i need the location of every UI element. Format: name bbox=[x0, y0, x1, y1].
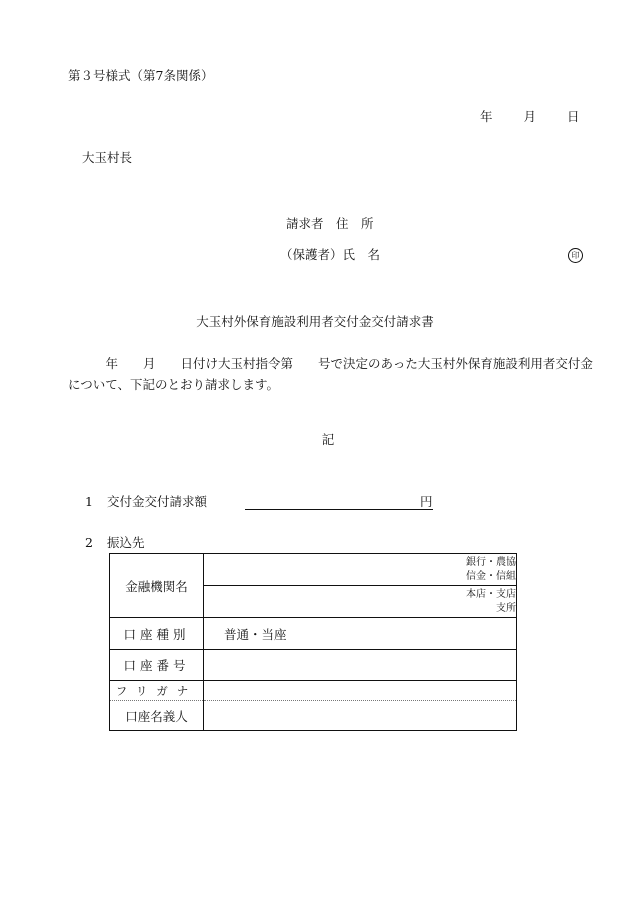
account-type-label: 口座種別 bbox=[110, 618, 204, 650]
institution-label: 金融機関名 bbox=[110, 554, 204, 618]
item1-number: 1 bbox=[85, 494, 93, 509]
account-holder-label: 口座名義人 bbox=[110, 701, 204, 731]
account-number-field[interactable] bbox=[204, 650, 517, 681]
item1-label: 交付金交付請求額 bbox=[106, 494, 207, 509]
item2-number: 2 bbox=[85, 535, 93, 550]
seal-mark: 印 bbox=[568, 248, 583, 263]
item2-label: 振込先 bbox=[106, 535, 145, 550]
account-holder-row bbox=[110, 701, 517, 731]
form-number: 第３号様式（第7条関係） bbox=[68, 68, 214, 83]
requester-name-label: （保護者）氏 名 bbox=[280, 247, 381, 262]
item2 bbox=[85, 537, 144, 550]
account-type-value[interactable]: 普通・当座 bbox=[204, 618, 517, 650]
furigana-row bbox=[110, 681, 517, 701]
item1 bbox=[85, 496, 207, 509]
account-type-row bbox=[110, 618, 517, 650]
furigana-label: フリガナ bbox=[110, 681, 204, 701]
ki-heading: 記 bbox=[321, 432, 335, 447]
branch-cell[interactable] bbox=[204, 586, 517, 618]
account-number-row bbox=[110, 650, 517, 681]
furigana-field[interactable] bbox=[204, 681, 517, 701]
bank-type-line2: 信金・信組 bbox=[466, 570, 516, 582]
date-month: 月 bbox=[523, 109, 537, 124]
document-title: 大玉村外保育施設利用者交付金交付請求書 bbox=[196, 314, 434, 329]
branch-line1: 本店・支店 bbox=[466, 588, 516, 600]
date-line bbox=[480, 111, 580, 124]
branch-line2: 支所 bbox=[496, 602, 516, 614]
addressee: 大玉村長 bbox=[82, 150, 133, 165]
date-year: 年 bbox=[480, 109, 493, 124]
bank-transfer-table bbox=[109, 553, 517, 731]
bank-type-cell[interactable] bbox=[204, 554, 517, 586]
account-number-label: 口座番号 bbox=[110, 650, 204, 681]
requester-address-label: 請求者 住 所 bbox=[286, 216, 374, 231]
bank-type-line1: 銀行・農協 bbox=[466, 556, 516, 568]
account-holder-field[interactable] bbox=[204, 701, 517, 731]
yen-unit: 円 bbox=[420, 494, 433, 509]
amount-input-line[interactable] bbox=[245, 508, 433, 510]
body-text: 年 月 日付け大玉村指令第 号で決定のあった大玉村外保育施設利用者交付金について、下記のとおり請求します。 bbox=[68, 356, 593, 392]
institution-row-top bbox=[110, 554, 517, 586]
date-day: 日 bbox=[567, 109, 580, 124]
